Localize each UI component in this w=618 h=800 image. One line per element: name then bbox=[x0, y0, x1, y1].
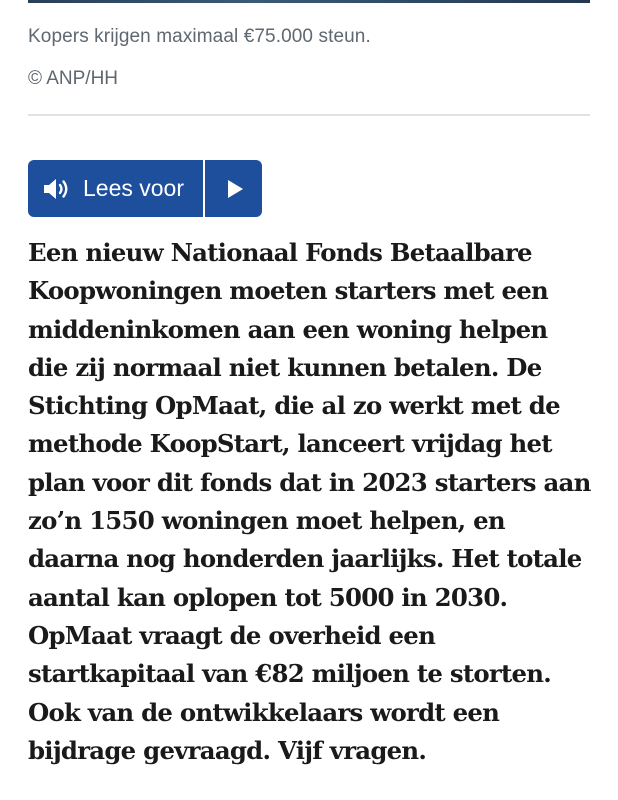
speaker-icon bbox=[41, 176, 73, 202]
audio-player bbox=[28, 160, 262, 217]
read-aloud-button[interactable] bbox=[28, 160, 203, 217]
play-icon bbox=[223, 178, 245, 200]
divider bbox=[28, 114, 590, 116]
image-caption: Kopers krijgen maximaal €75.000 steun. bbox=[28, 26, 371, 47]
article-intro: Een nieuw Nationaal Fonds Betaalbare Koopwoningen moeten starters met een middeninkomen aan een woning helpen die zij normaal niet kunnen betalen. De Stichting OpMaat, die al zo werkt met de methode KoopStart, lanceert vrijdag het plan voor dit fonds dat in 2023 starters aan zo’n 1550 woningen moet helpen, en daarna nog honderden jaarlijks. Het totale aantal kan oplopen tot 5000 in 2030. OpMaat vraagt de overheid een startkapitaal van €82 miljoen te storten. Ook van de ontwikkelaars wordt een bijdrage gevraagd. Vijf vragen. bbox=[28, 238, 591, 765]
read-aloud-label: Lees voor bbox=[83, 175, 185, 201]
article-image bbox=[28, 0, 590, 3]
image-credit: © ANP/HH bbox=[28, 68, 119, 89]
play-button[interactable] bbox=[205, 160, 262, 217]
